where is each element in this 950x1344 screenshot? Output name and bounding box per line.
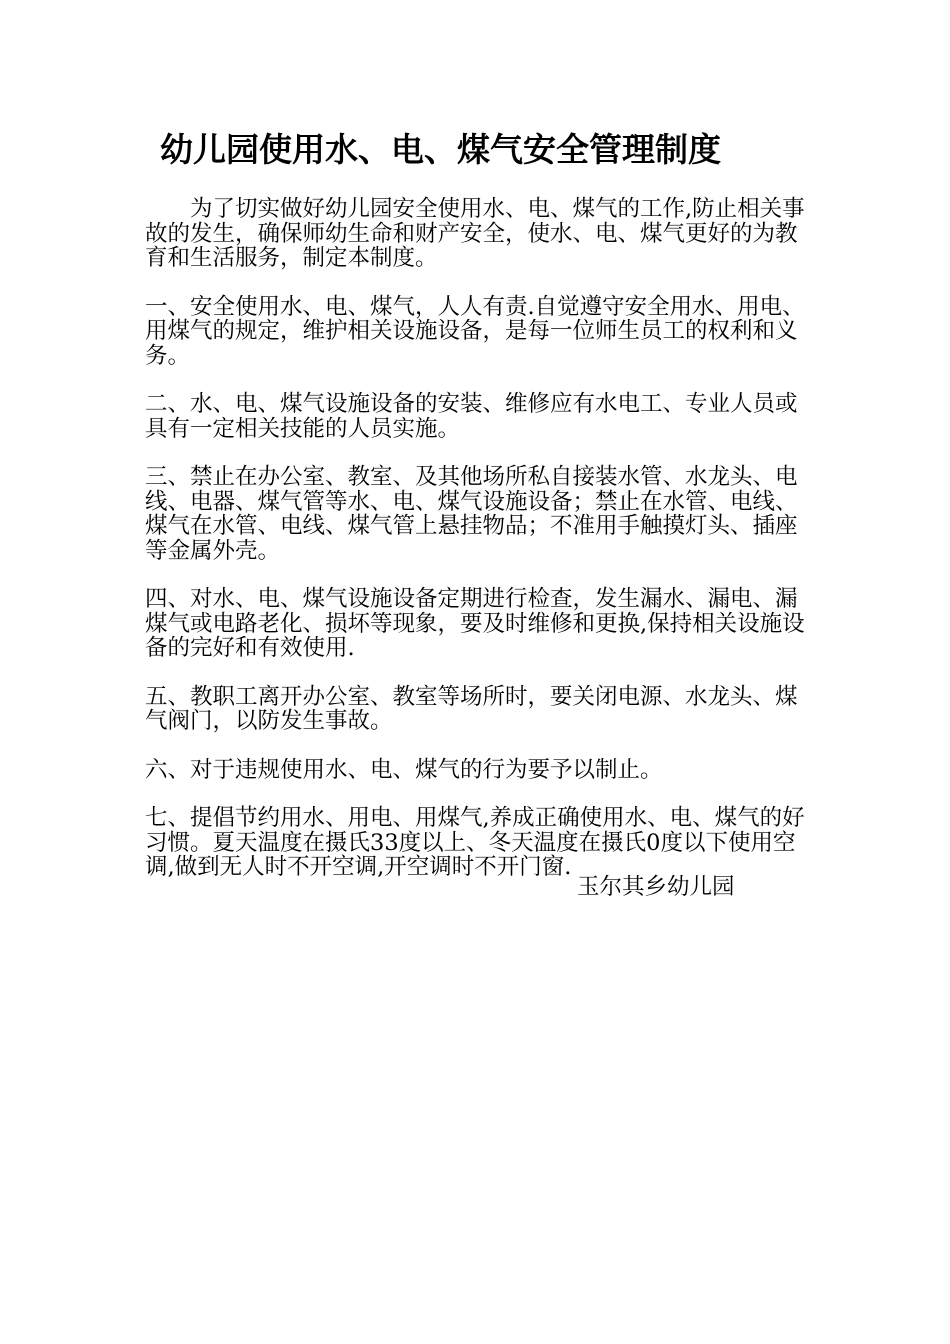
rule-item-1: 一、安全使用水、电、煤气，人人有责.自觉遵守安全用水、用电、用煤气的规定，维护相关设施设备，是每一位师生员工的权利和义务。: [145, 293, 805, 369]
rule-item-7: 七、提倡节约用水、用电、用煤气,养成正确使用水、电、煤气的好习惯。夏天温度在摄氏33度以上、冬天温度在摄氏0度以下使用空调,做到无人时不开空调,开空调时不开门窗.: [145, 805, 805, 880]
rule-item-2: 二、水、电、煤气设施设备的安装、维修应有水电工、专业人员或具有一定相关技能的人员实施。: [145, 391, 798, 442]
signature-org: 玉尔其乡幼儿园: [577, 874, 735, 900]
document-title: 幼儿园使用水、电、煤气安全管理制度: [160, 130, 721, 169]
rule-item-4: 四、对水、电、煤气设施设备定期进行检查，发生漏水、漏电、漏煤气或电路老化、损坏等现象，要及时维修和更换,保持相关设施设备的完好和有效使用.: [145, 586, 805, 661]
document-body: [145, 197, 815, 880]
rule-item-5: 五、教职工离开办公室、教室等场所时，要关闭电源、水龙头、煤气阀门，以防发生事故。: [145, 683, 798, 734]
intro-paragraph: 为了切实做好幼儿园安全使用水、电、煤气的工作,防止相关事故的发生，确保师幼生命和财产安全，使水、电、煤气更好的为教育和生活服务，制定本制度。: [145, 196, 805, 271]
rule-item-6: 六、对于违规使用水、电、煤气的行为要予以制止。: [145, 756, 663, 783]
rule-item-3: 三、禁止在办公室、教室、及其他场所私自接装水管、水龙头、电线、电器、煤气管等水、电、煤气设施设备；禁止在水管、电线、煤气在水管、电线、煤气管上悬挂物品；不准用手触摸灯头、插座等金属外壳。: [145, 464, 798, 564]
